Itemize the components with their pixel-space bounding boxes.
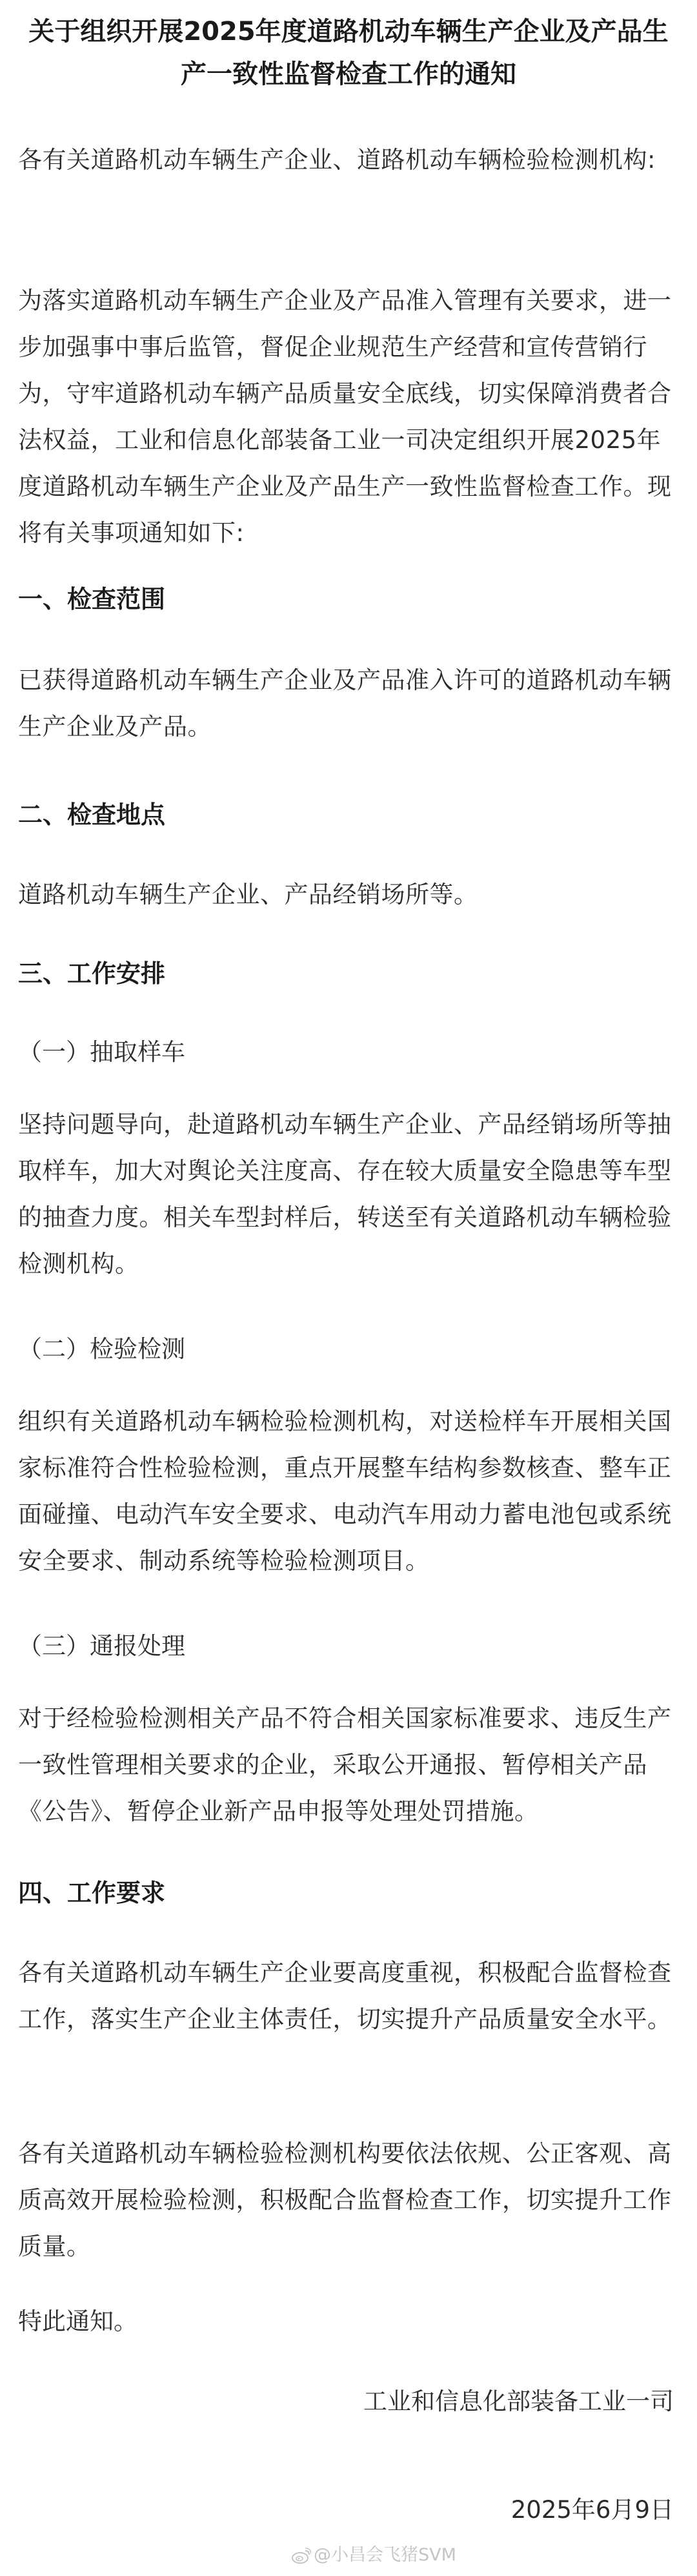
subsection-text-testing: 组织有关道路机动车辆检验检测机构，对送检样车开展相关国家标准符合性检验检测，重点开展整车结构参数核查、整车正面碰撞、电动汽车安全要求、电动汽车用动力蓄电池包或系统安全要求、制动系统等检验检测项目。 xyxy=(18,1407,672,1575)
section-heading-requirements: 四、工作要求 xyxy=(18,1879,166,1907)
salutation: 各有关道路机动车辆生产企业、道路机动车辆检验检测机构: xyxy=(18,146,656,174)
subsection-heading-sampling: （一）抽取样车 xyxy=(18,1038,185,1066)
document-title: 关于组织开展2025年度道路机动车辆生产企业及产品生产一致性监督检查工作的通知 xyxy=(28,17,669,89)
intro-paragraph: 为落实道路机动车辆生产企业及产品准入管理有关要求，进一步加强事中事后监管，督促企业规范生产经营和宣传营销行为，守牢道路机动车辆产品质量安全底线，切实保障消费者合法权益，工业和信息化部装备工业一司决定组织开展2025年度道路机动车辆生产企业及产品生产一致性监督检查工作。现将有关事项通知如下: xyxy=(18,287,672,547)
section-heading-location: 二、检查地点 xyxy=(18,801,166,829)
weibo-icon xyxy=(292,2548,311,2564)
closing-line: 特此通知。 xyxy=(18,2307,137,2335)
section-text-location: 道路机动车辆生产企业、产品经销场所等。 xyxy=(18,881,478,908)
requirements-paragraph-2: 各有关道路机动车辆检验检测机构要依法依规、公正客观、高质高效开展检验检测，积极配合监督检查工作，切实提升工作质量。 xyxy=(18,2140,672,2260)
watermark xyxy=(292,2544,456,2567)
section-text-scope: 已获得道路机动车辆生产企业及产品准入许可的道路机动车辆生产企业及产品。 xyxy=(18,666,672,741)
requirements-paragraph-1: 各有关道路机动车辆生产企业要高度重视，积极配合监督检查工作，落实生产企业主体责任，切实提升产品质量安全水平。 xyxy=(18,1959,672,2033)
subsection-text-notification: 对于经检验检测相关产品不符合相关国家标准要求、违反生产一致性管理相关要求的企业，采取公开通报、暂停相关产品《公告》、暂停企业新产品申报等处理处罚措施。 xyxy=(18,1704,672,1825)
section-heading-scope: 一、检查范围 xyxy=(18,585,166,613)
watermark-text: @小昌会飞猪SVM xyxy=(314,2545,456,2565)
subsection-text-sampling: 坚持问题导向，赴道路机动车辆生产企业、产品经销场所等抽取样车，加大对舆论关注度高、存在较大质量安全隐患等车型的抽查力度。相关车型封样后，转送至有关道路机动车辆检验检测机构。 xyxy=(18,1110,672,1278)
section-heading-arrangement: 三、工作安排 xyxy=(18,959,166,988)
issue-date: 2025年6月9日 xyxy=(510,2496,674,2524)
subsection-heading-notification: （三）通报处理 xyxy=(18,1632,185,1660)
subsection-heading-testing: （二）检验检测 xyxy=(18,1335,185,1363)
signature: 工业和信息化部装备工业一司 xyxy=(363,2387,674,2415)
